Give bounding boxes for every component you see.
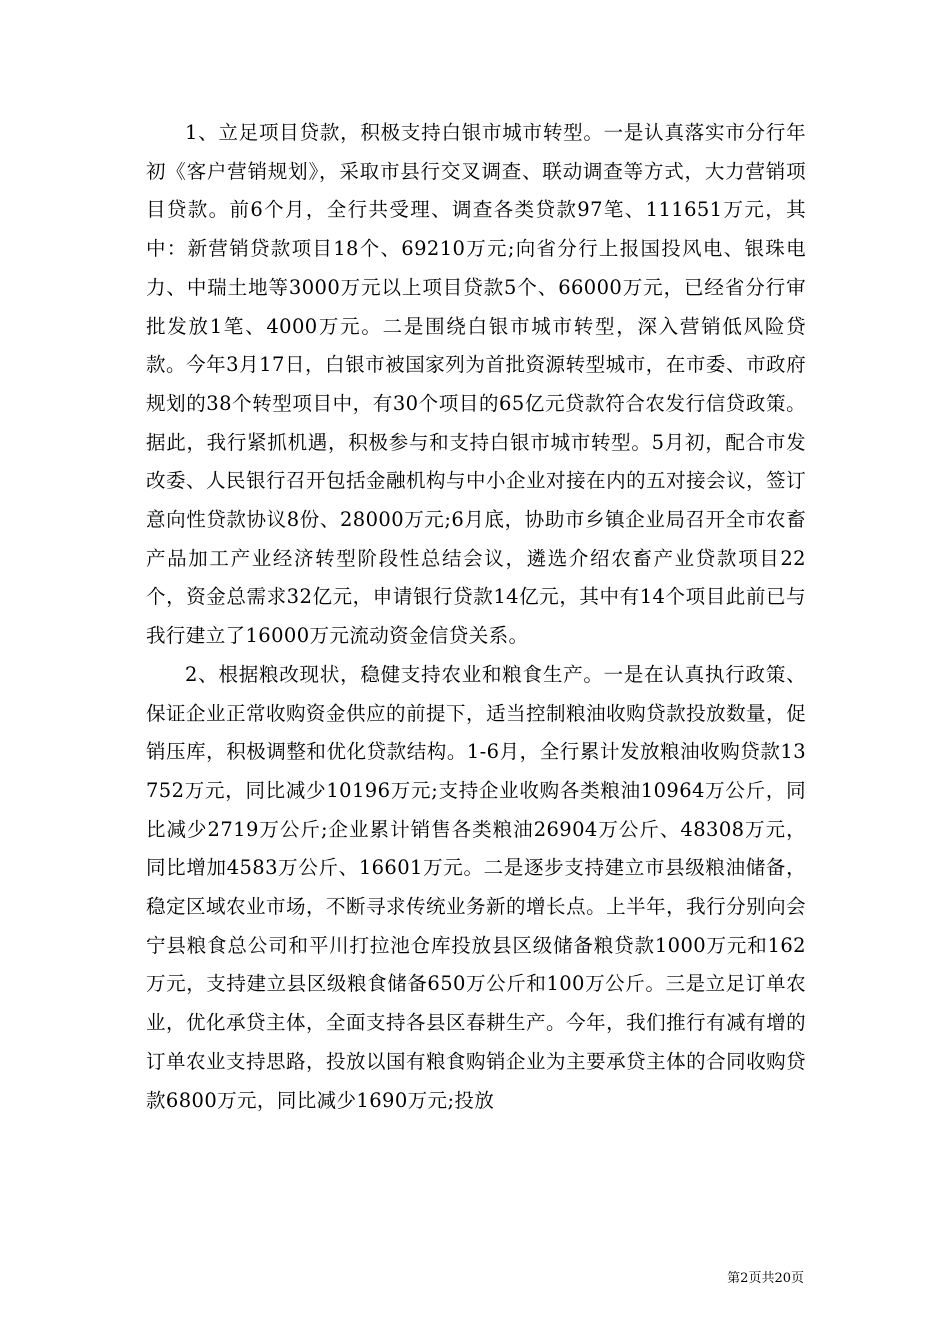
- paragraph-1: 1、立足项目贷款，积极支持白银市城市转型。一是认真落实市分行年初《客户营销规划》，采取市县行交叉调查、联动调查等方式，大力营销项目贷款。前6个月，全行共受理、调查各类贷款97笔、111651万元，其中：新营销贷款项目18个、69210万元;向省分行上报国投风电、银珠电力、中瑞土地等3000万元以上项目贷款5个、66000万元，已经省分行审批发放1笔、4000万元。二是围绕白银市城市转型，深入营销低风险贷款。今年3月17日，白银市被国家列为首批资源转型城市，在市委、市政府规划的38个转型项目中，有30个项目的65亿元贷款符合农发行信贷政策。据此，我行紧抓机遇，积极参与和支持白银市城市转型。5月初，配合市发改委、人民银行召开包括金融机构与中小企业对接在内的五对接会议，签订意向性贷款协议8份、28000万元;6月底，协助市乡镇企业局召开全市农畜产品加工产业经济转型阶段性总结会议，遴选介绍农畜产业贷款项目22个，资金总需求32亿元，申请银行贷款14亿元，其中有14个项目此前已与我行建立了16000万元流动资金信贷关系。: [146, 121, 806, 648]
- document-body: [146, 114, 806, 1120]
- page-number-footer: 第2页共20页: [727, 1271, 804, 1286]
- paragraph-2: 2、根据粮改现状，稳健支持农业和粮食生产。一是在认真执行政策、保证企业正常收购资金供应的前提下，适当控制粮油收购贷款投放数量，促销压库，积极调整和优化贷款结构。1-6月，全行累计发放粮油收购贷款13752万元，同比减少10196万元;支持企业收购各类粮油10964万公斤，同比减少2719万公斤;企业累计销售各类粮油26904万公斤、48308万元，同比增加4583万公斤、16601万元。二是逐步支持建立市县级粮油储备，稳定区域农业市场，不断寻求传统业务新的增长点。上半年，我行分别向会宁县粮食总公司和平川打拉池仓库投放县区级储备粮贷款1000万元和162万元，支持建立县区级粮食储备650万公斤和100万公斤。三是立足订单农业，优化承贷主体，全面支持各县区春耕生产。今年，我们推行有减有增的订单农业支持思路，投放以国有粮食购销企业为主要承贷主体的合同收购贷款6800万元，同比减少1690万元;投放: [146, 662, 806, 1112]
